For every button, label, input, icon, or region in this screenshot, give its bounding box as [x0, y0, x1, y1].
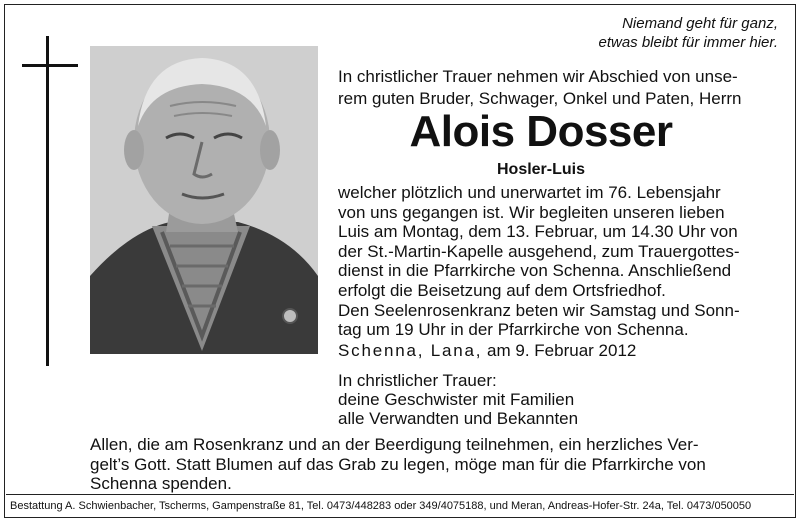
deceased-name: Alois Dosser	[409, 107, 673, 156]
body-line: Den Seelenrosenkranz beten wir Samstag und Sonn-	[338, 300, 740, 320]
motto-line-1: Niemand geht für ganz,	[622, 15, 778, 32]
intro-text	[338, 66, 780, 110]
mourners-line-1: In christlicher Trauer:	[338, 371, 497, 390]
motto	[518, 14, 778, 52]
portrait-photo	[90, 46, 318, 354]
closing-line: Schenna spenden.	[90, 474, 232, 494]
intro-line-1: In christlicher Trauer nehmen wir Abschied von unse-	[338, 67, 738, 86]
closing-line: Allen, die am Rosenkranz und an der Beerdigung teilnehmen, ein herzliches Ver-	[90, 435, 699, 454]
cross-icon	[46, 36, 49, 366]
body-line: Luis am Montag, dem 13. Februar, um 14.30 Uhr von	[338, 222, 738, 242]
mourners	[338, 371, 780, 428]
places: Schenna, Lana,	[338, 341, 483, 360]
intro-line-2: rem guten Bruder, Schwager, Onkel und Paten, Herrn	[338, 89, 742, 108]
body-line: dienst in die Pfarrkirche von Schenna. Anschließend	[338, 261, 732, 281]
body-line: tag um 19 Uhr in der Pfarrkirche von Schenna.	[338, 320, 689, 340]
mourners-line-3: alle Verwandten und Bekannten	[338, 409, 579, 428]
body-line: der St.-Martin-Kapelle ausgehend, zum Trauergottes-	[338, 241, 740, 261]
mourners-line-2: deine Geschwister mit Familien	[338, 390, 575, 409]
portrait-image	[90, 46, 318, 354]
funeral-home-footer: Bestattung A. Schwienbacher, Tscherms, Gampenstraße 81, Tel. 0473/448283 oder 349/4075188, und Meran, Andreas-Hofer-Str. 24a, Tel. 0473/050050	[6, 494, 794, 516]
closing-note	[90, 435, 780, 494]
closing-line: gelt’s Gott. Statt Blumen auf das Grab zu legen, möge man für die Pfarrkirche von	[90, 454, 706, 474]
body-line: erfolgt die Beisetzung auf dem Ortsfriedhof.	[338, 280, 666, 300]
deceased-nickname: Hosler-Luis	[496, 161, 585, 178]
place-date	[338, 341, 780, 361]
body-line: von uns gegangen ist. Wir begleiten unseren lieben	[338, 202, 725, 222]
body-line: welcher plötzlich und unerwartet im 76. Lebensjahr	[338, 183, 721, 202]
date: am 9. Februar 2012	[487, 341, 637, 360]
announcement-body	[338, 183, 780, 340]
cross-bar	[22, 64, 78, 67]
motto-line-2: etwas bleibt für immer hier.	[598, 34, 778, 51]
